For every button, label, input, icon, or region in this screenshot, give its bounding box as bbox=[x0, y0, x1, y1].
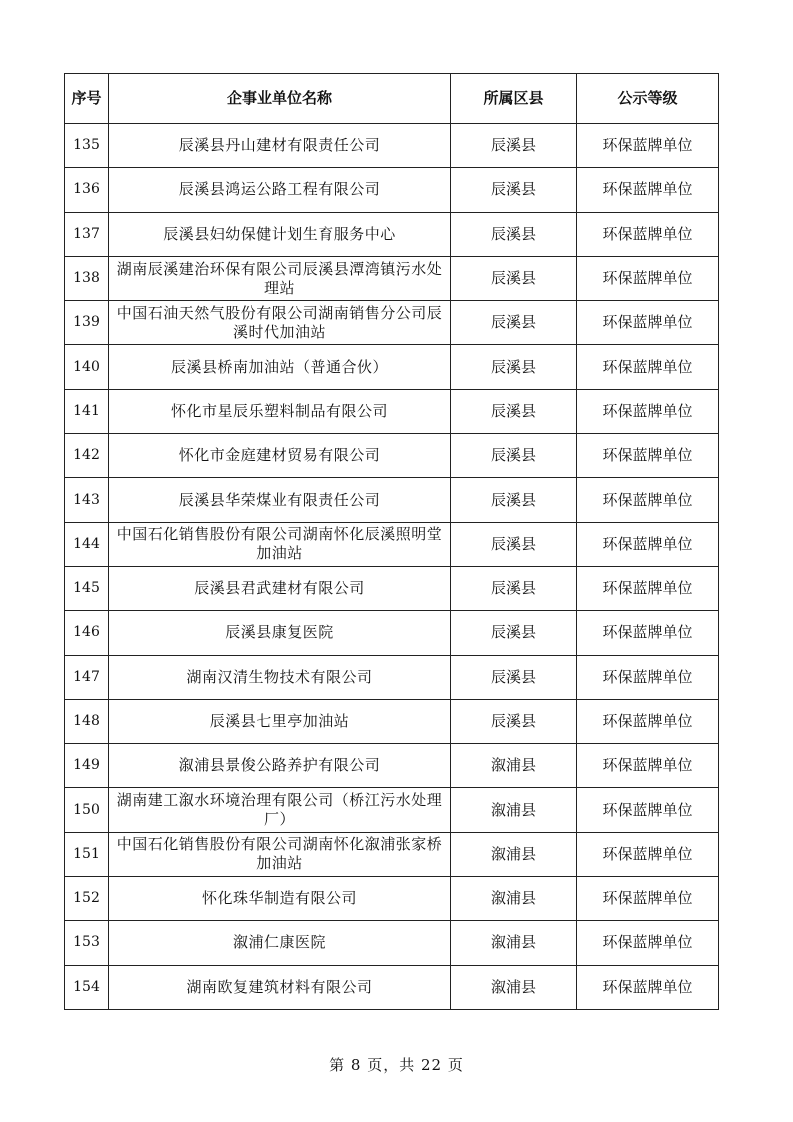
row-district: 辰溪县 bbox=[451, 124, 577, 168]
row-index: 145 bbox=[65, 566, 109, 610]
header-district: 所属区县 bbox=[451, 74, 577, 124]
row-index: 135 bbox=[65, 124, 109, 168]
row-district: 辰溪县 bbox=[451, 655, 577, 699]
row-district: 辰溪县 bbox=[451, 434, 577, 478]
row-district: 辰溪县 bbox=[451, 301, 577, 345]
row-district: 辰溪县 bbox=[451, 611, 577, 655]
row-index: 147 bbox=[65, 655, 109, 699]
row-level: 环保蓝牌单位 bbox=[577, 965, 719, 1009]
row-company-name: 辰溪县丹山建材有限责任公司 bbox=[109, 124, 451, 168]
row-company-name: 辰溪县七里亭加油站 bbox=[109, 699, 451, 743]
row-level: 环保蓝牌单位 bbox=[577, 699, 719, 743]
table-row bbox=[65, 921, 719, 965]
row-company-name: 湖南建工溆水环境治理有限公司（桥江污水处理厂） bbox=[109, 788, 451, 832]
row-level: 环保蓝牌单位 bbox=[577, 832, 719, 876]
row-district: 溆浦县 bbox=[451, 921, 577, 965]
row-index: 137 bbox=[65, 212, 109, 256]
row-index: 143 bbox=[65, 478, 109, 522]
table-row bbox=[65, 345, 719, 389]
row-level: 环保蓝牌单位 bbox=[577, 877, 719, 921]
row-company-name: 怀化市星辰乐塑料制品有限公司 bbox=[109, 389, 451, 433]
header-name: 企事业单位名称 bbox=[109, 74, 451, 124]
row-level: 环保蓝牌单位 bbox=[577, 566, 719, 610]
row-district: 溆浦县 bbox=[451, 877, 577, 921]
table-row bbox=[65, 965, 719, 1009]
row-level: 环保蓝牌单位 bbox=[577, 478, 719, 522]
row-company-name: 湖南欧复建筑材料有限公司 bbox=[109, 965, 451, 1009]
row-level: 环保蓝牌单位 bbox=[577, 212, 719, 256]
row-company-name: 辰溪县鸿运公路工程有限公司 bbox=[109, 168, 451, 212]
table-row bbox=[65, 832, 719, 876]
row-district: 溆浦县 bbox=[451, 965, 577, 1009]
row-company-name: 辰溪县妇幼保健计划生育服务中心 bbox=[109, 212, 451, 256]
row-index: 141 bbox=[65, 389, 109, 433]
header-level: 公示等级 bbox=[577, 74, 719, 124]
row-index: 152 bbox=[65, 877, 109, 921]
row-company-name: 辰溪县桥南加油站（普通合伙） bbox=[109, 345, 451, 389]
table-row bbox=[65, 301, 719, 345]
table-body bbox=[65, 124, 719, 1010]
row-level: 环保蓝牌单位 bbox=[577, 522, 719, 566]
row-company-name: 湖南汉清生物技术有限公司 bbox=[109, 655, 451, 699]
row-company-name: 怀化市金庭建材贸易有限公司 bbox=[109, 434, 451, 478]
row-level: 环保蓝牌单位 bbox=[577, 655, 719, 699]
row-index: 140 bbox=[65, 345, 109, 389]
row-company-name: 溆浦仁康医院 bbox=[109, 921, 451, 965]
table-row bbox=[65, 611, 719, 655]
row-district: 辰溪县 bbox=[451, 478, 577, 522]
row-district: 溆浦县 bbox=[451, 744, 577, 788]
row-level: 环保蓝牌单位 bbox=[577, 744, 719, 788]
row-index: 150 bbox=[65, 788, 109, 832]
table-row bbox=[65, 744, 719, 788]
company-table bbox=[64, 73, 719, 1010]
page-number: 第 8 页，共 22 页 bbox=[329, 1056, 464, 1074]
row-index: 148 bbox=[65, 699, 109, 743]
table-row bbox=[65, 124, 719, 168]
row-index: 139 bbox=[65, 301, 109, 345]
row-level: 环保蓝牌单位 bbox=[577, 124, 719, 168]
row-company-name: 中国石油天然气股份有限公司湖南销售分公司辰溪时代加油站 bbox=[109, 301, 451, 345]
table-row bbox=[65, 655, 719, 699]
table-row bbox=[65, 699, 719, 743]
table-row bbox=[65, 256, 719, 300]
row-index: 146 bbox=[65, 611, 109, 655]
table-row bbox=[65, 566, 719, 610]
table-row bbox=[65, 212, 719, 256]
row-district: 辰溪县 bbox=[451, 522, 577, 566]
row-level: 环保蓝牌单位 bbox=[577, 256, 719, 300]
row-district: 辰溪县 bbox=[451, 566, 577, 610]
row-district: 辰溪县 bbox=[451, 699, 577, 743]
row-index: 151 bbox=[65, 832, 109, 876]
row-index: 154 bbox=[65, 965, 109, 1009]
row-company-name: 中国石化销售股份有限公司湖南怀化辰溪照明堂加油站 bbox=[109, 522, 451, 566]
row-level: 环保蓝牌单位 bbox=[577, 389, 719, 433]
row-level: 环保蓝牌单位 bbox=[577, 611, 719, 655]
row-district: 溆浦县 bbox=[451, 788, 577, 832]
row-company-name: 怀化珠华制造有限公司 bbox=[109, 877, 451, 921]
row-company-name: 中国石化销售股份有限公司湖南怀化溆浦张家桥加油站 bbox=[109, 832, 451, 876]
table-row bbox=[65, 434, 719, 478]
row-level: 环保蓝牌单位 bbox=[577, 434, 719, 478]
row-index: 153 bbox=[65, 921, 109, 965]
row-district: 溆浦县 bbox=[451, 832, 577, 876]
row-index: 136 bbox=[65, 168, 109, 212]
row-level: 环保蓝牌单位 bbox=[577, 921, 719, 965]
table-row bbox=[65, 478, 719, 522]
row-district: 辰溪县 bbox=[451, 345, 577, 389]
row-level: 环保蓝牌单位 bbox=[577, 168, 719, 212]
row-company-name: 辰溪县华荣煤业有限责任公司 bbox=[109, 478, 451, 522]
table-header-row bbox=[65, 74, 719, 124]
table-row bbox=[65, 522, 719, 566]
table-row bbox=[65, 168, 719, 212]
row-company-name: 辰溪县君武建材有限公司 bbox=[109, 566, 451, 610]
row-district: 辰溪县 bbox=[451, 256, 577, 300]
row-index: 149 bbox=[65, 744, 109, 788]
row-index: 144 bbox=[65, 522, 109, 566]
row-company-name: 湖南辰溪建治环保有限公司辰溪县潭湾镇污水处理站 bbox=[109, 256, 451, 300]
row-company-name: 辰溪县康复医院 bbox=[109, 611, 451, 655]
row-level: 环保蓝牌单位 bbox=[577, 788, 719, 832]
row-district: 辰溪县 bbox=[451, 168, 577, 212]
header-index: 序号 bbox=[65, 74, 109, 124]
table-row bbox=[65, 877, 719, 921]
row-index: 142 bbox=[65, 434, 109, 478]
row-index: 138 bbox=[65, 256, 109, 300]
row-district: 辰溪县 bbox=[451, 389, 577, 433]
row-company-name: 溆浦县景俊公路养护有限公司 bbox=[109, 744, 451, 788]
row-level: 环保蓝牌单位 bbox=[577, 301, 719, 345]
row-district: 辰溪县 bbox=[451, 212, 577, 256]
table-row bbox=[65, 788, 719, 832]
row-level: 环保蓝牌单位 bbox=[577, 345, 719, 389]
table-row bbox=[65, 389, 719, 433]
